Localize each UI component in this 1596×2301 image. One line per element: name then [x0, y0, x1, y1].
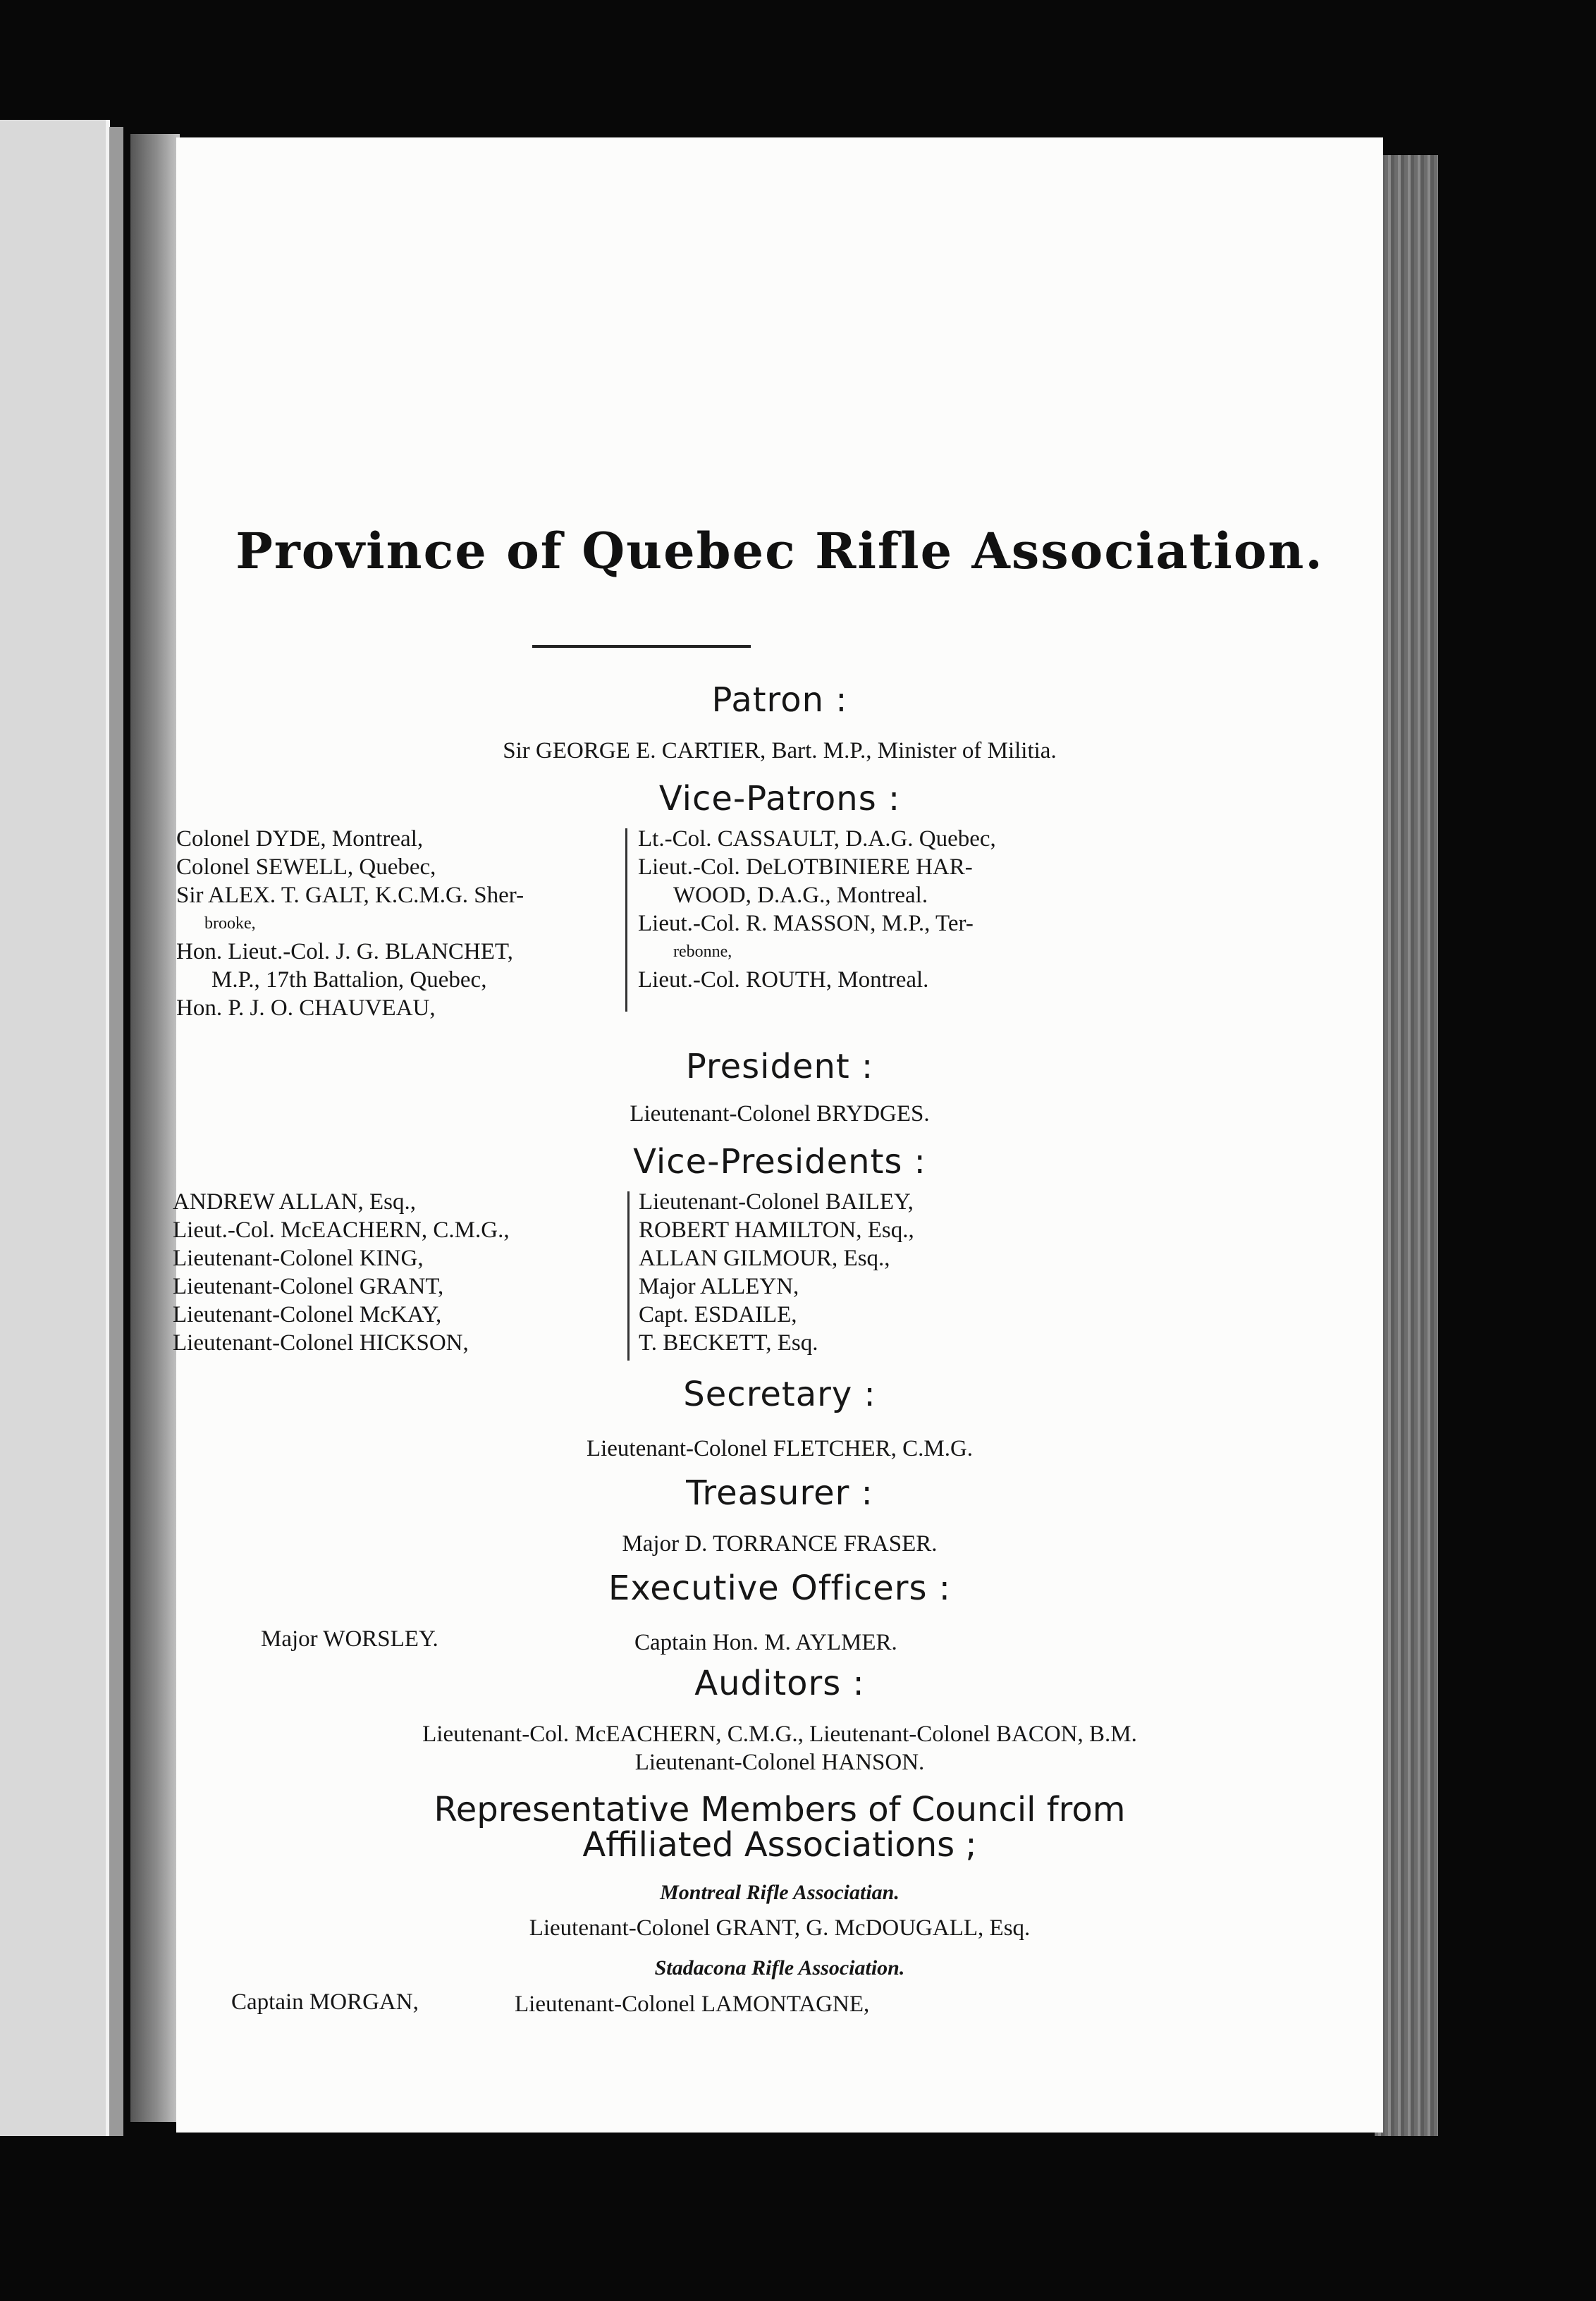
list-item: brooke,	[204, 914, 256, 933]
president-heading: President :	[685, 1047, 874, 1086]
list-item: Hon. P. J. O. CHAUVEAU,	[176, 995, 436, 1021]
vice-presidents-left-column	[173, 1188, 510, 1357]
list-item: Lieutenant-Colonel McKAY,	[173, 1302, 442, 1327]
treasurer-heading: Treasurer :	[686, 1473, 873, 1513]
executive-officers-heading: Executive Officers :	[608, 1569, 951, 1608]
list-item: Colonel DYDE, Montreal,	[176, 826, 424, 852]
montreal-association-name: Montreal Rifle Associatian.	[660, 1881, 900, 1904]
document-page	[173, 137, 1383, 2133]
auditors-heading: Auditors :	[694, 1664, 865, 1703]
facing-page	[0, 120, 110, 2136]
list-item: Sir ALEX. T. GALT, K.C.M.G. Sher-	[176, 883, 524, 908]
list-item: ROBERT HAMILTON, Esq.,	[639, 1217, 914, 1243]
vice-patrons-left-column	[176, 825, 524, 1022]
montreal-members: Lieutenant-Colonel GRANT, G. McDOUGALL, Esq.	[529, 1915, 1031, 1941]
treasurer-text: Major D. TORRANCE FRASER.	[622, 1531, 938, 1557]
executive-officer-right: Captain Hon. M. AYLMER.	[634, 1630, 897, 1655]
column-divider	[627, 1191, 630, 1361]
vice-patrons-heading: Vice-Patrons :	[658, 779, 901, 818]
list-item: rebonne,	[673, 943, 732, 961]
list-item: Lieutenant-Colonel HICKSON,	[173, 1330, 469, 1356]
representatives-heading-2: Affiliated Associations ;	[582, 1825, 977, 1865]
list-item: Lieut.-Col. McEACHERN, C.M.G.,	[173, 1217, 510, 1243]
list-item: Lieut.-Col. DeLOTBINIERE HAR-	[638, 854, 973, 880]
list-item: Lieut.-Col. ROUTH, Montreal.	[638, 967, 929, 993]
president-text: Lieutenant-Colonel BRYDGES.	[630, 1101, 930, 1127]
list-item: Lieutenant-Colonel BAILEY,	[639, 1189, 914, 1215]
list-item: Colonel SEWELL, Quebec,	[176, 854, 436, 880]
list-item: Lieutenant-Colonel KING,	[173, 1246, 424, 1271]
vice-patrons-right-column	[638, 825, 996, 994]
list-item: Capt. ESDAILE,	[639, 1302, 797, 1327]
secretary-text: Lieutenant-Colonel FLETCHER, C.M.G.	[586, 1436, 974, 1461]
stadacona-member-right: Lieutenant-Colonel LAMONTAGNE,	[515, 1992, 870, 2017]
representatives-heading-1: Representative Members of Council from	[434, 1790, 1126, 1829]
patron-heading: Patron :	[711, 680, 848, 720]
secretary-heading: Secretary :	[683, 1375, 876, 1414]
title-rule	[532, 645, 751, 648]
list-item: Hon. Lieut.-Col. J. G. BLANCHET,	[176, 939, 513, 964]
stadacona-member-left: Captain MORGAN,	[231, 1989, 419, 2015]
vice-presidents-right-column	[639, 1188, 914, 1357]
list-item: Lieutenant-Colonel GRANT,	[173, 1274, 444, 1299]
vice-presidents-heading: Vice-Presidents :	[633, 1142, 926, 1182]
list-item: ALLAN GILMOUR, Esq.,	[639, 1246, 890, 1271]
list-item: Lt.-Col. CASSAULT, D.A.G. Quebec,	[638, 826, 996, 852]
column-divider	[625, 828, 627, 1012]
facing-page-edge	[109, 127, 123, 2136]
list-item: T. BECKETT, Esq.	[639, 1330, 818, 1356]
list-item: WOOD, D.A.G., Montreal.	[673, 883, 928, 908]
executive-officer-left: Major WORSLEY.	[261, 1626, 438, 1652]
list-item: Major ALLEYN,	[639, 1274, 799, 1299]
list-item: Lieut.-Col. R. MASSON, M.P., Ter-	[638, 911, 974, 936]
patron-text: Sir GEORGE E. CARTIER, Bart. M.P., Minister of Militia.	[503, 738, 1057, 763]
auditors-line-1: Lieutenant-Col. McEACHERN, C.M.G., Lieutenant-Colonel BACON, B.M.	[422, 1722, 1137, 1747]
page-stack-edge	[1375, 155, 1438, 2136]
list-item: M.P., 17th Battalion, Quebec,	[211, 967, 487, 993]
list-item: ANDREW ALLAN, Esq.,	[173, 1189, 416, 1215]
stadacona-association-name: Stadacona Rifle Association.	[654, 1956, 905, 1980]
auditors-line-2: Lieutenant-Colonel HANSON.	[634, 1750, 925, 1775]
book-gutter	[130, 134, 180, 2122]
page-title: Province of Quebec Rifle Association.	[235, 522, 1324, 580]
